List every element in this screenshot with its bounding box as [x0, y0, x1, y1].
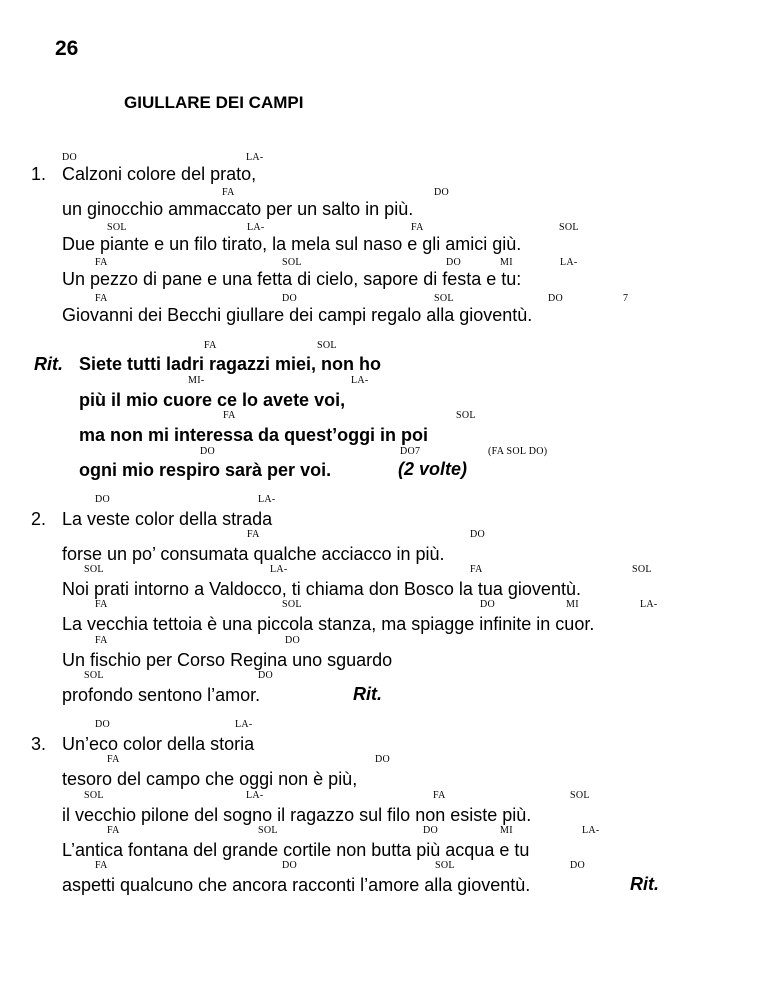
- chord: (FA SOL DO): [488, 446, 548, 457]
- chord: LA-: [235, 719, 253, 730]
- chord: DO: [62, 152, 78, 163]
- chord: SOL: [317, 340, 337, 351]
- chord: MI: [500, 825, 513, 836]
- lyric-line: Giovanni dei Becchi giullare dei campi regalo alla gioventù.: [62, 305, 533, 325]
- chord: DO: [285, 635, 301, 646]
- lyric-line: L’antica fontana del grande cortile non butta più acqua e tu: [62, 840, 530, 860]
- chord: FA: [95, 635, 108, 646]
- chord: DO: [480, 599, 496, 610]
- chord: FA: [411, 222, 424, 233]
- chord: LA-: [582, 825, 600, 836]
- chord: FA: [433, 790, 446, 801]
- chord: SOL: [434, 293, 454, 304]
- chord: DO: [375, 754, 391, 765]
- chord: SOL: [456, 410, 476, 421]
- verse-number: 2.: [31, 509, 47, 529]
- lyric-line: Siete tutti ladri ragazzi miei, non ho: [79, 354, 382, 374]
- chord: FA: [223, 410, 236, 421]
- chord: DO: [570, 860, 586, 871]
- chord: SOL: [84, 790, 104, 801]
- chord: LA-: [270, 564, 288, 575]
- chord: DO: [282, 860, 298, 871]
- chord: DO: [434, 187, 450, 198]
- chord: DO7: [400, 446, 421, 457]
- chord: FA: [247, 529, 260, 540]
- chord: DO: [446, 257, 462, 268]
- chord: FA: [107, 825, 120, 836]
- chord: MI-: [188, 375, 205, 386]
- chord: DO: [95, 719, 111, 730]
- chord: 7: [623, 293, 629, 304]
- lyric-line: Un fischio per Corso Regina uno sguardo: [62, 650, 393, 670]
- chord: DO: [282, 293, 298, 304]
- chord: MI: [500, 257, 513, 268]
- lyric-line: ma non mi interessa da quest’oggi in poi: [79, 425, 429, 445]
- repeat-note: (2 volte): [398, 459, 468, 479]
- page-number: 26: [55, 37, 79, 60]
- verse-number: 3.: [31, 734, 47, 754]
- lyric-line: il vecchio pilone del sogno il ragazzo sul filo non esiste più.: [62, 805, 532, 825]
- lyric-line: tesoro del campo che oggi non è più,: [62, 769, 358, 789]
- chord: SOL: [84, 670, 104, 681]
- lyric-line: forse un po’ consumata qualche acciacco in più.: [62, 544, 445, 564]
- chord: SOL: [282, 599, 302, 610]
- verse-number: 1.: [31, 164, 47, 184]
- lyric-line: Un’eco color della storia: [62, 734, 255, 754]
- song-title: GIULLARE DEI CAMPI: [124, 93, 304, 112]
- lyric-line: aspetti qualcuno che ancora racconti l’amore alla gioventù.: [62, 875, 531, 895]
- refrain-label: Rit.: [34, 354, 63, 374]
- lyric-line: La vecchia tettoia è una piccola stanza, ma spiagge infinite in cuor.: [62, 614, 595, 634]
- chord: FA: [204, 340, 217, 351]
- chord: DO: [258, 670, 274, 681]
- chord: LA-: [246, 790, 264, 801]
- chord: DO: [423, 825, 439, 836]
- chord: SOL: [570, 790, 590, 801]
- chord: FA: [95, 293, 108, 304]
- chord: DO: [470, 529, 486, 540]
- chord: LA-: [246, 152, 264, 163]
- chord: SOL: [282, 257, 302, 268]
- chord: SOL: [435, 860, 455, 871]
- chord: SOL: [559, 222, 579, 233]
- chord: SOL: [84, 564, 104, 575]
- chord: DO: [548, 293, 564, 304]
- lyric-line: La veste color della strada: [62, 509, 273, 529]
- chord: LA-: [247, 222, 265, 233]
- chord: SOL: [632, 564, 652, 575]
- chord: FA: [222, 187, 235, 198]
- lyric-line: Due piante e un filo tirato, la mela sul naso e gli amici giù.: [62, 234, 522, 254]
- lyric-line: Noi prati intorno a Valdocco, ti chiama don Bosco la tua gioventù.: [62, 579, 581, 599]
- chord: FA: [470, 564, 483, 575]
- chord: LA-: [351, 375, 369, 386]
- lyric-line: un ginocchio ammaccato per un salto in più.: [62, 199, 414, 219]
- chord: FA: [107, 754, 120, 765]
- chord: MI: [566, 599, 579, 610]
- lyric-line: Un pezzo di pane e una fetta di cielo, sapore di festa e tu:: [62, 269, 522, 289]
- chord: FA: [95, 257, 108, 268]
- chord: SOL: [107, 222, 127, 233]
- chord: LA-: [640, 599, 658, 610]
- lyric-line: più il mio cuore ce lo avete voi,: [79, 390, 346, 410]
- chord: DO: [200, 446, 216, 457]
- lyric-line: Calzoni colore del prato,: [62, 164, 257, 184]
- lyric-line: profondo sentono l’amor.: [62, 685, 261, 705]
- lyric-line: ogni mio respiro sarà per voi.: [79, 460, 332, 480]
- chord: DO: [95, 494, 111, 505]
- refrain-reference: Rit.: [630, 874, 659, 894]
- chord: LA-: [560, 257, 578, 268]
- chord: FA: [95, 599, 108, 610]
- refrain-reference: Rit.: [353, 684, 382, 704]
- chord: FA: [95, 860, 108, 871]
- chord: LA-: [258, 494, 276, 505]
- chord: SOL: [258, 825, 278, 836]
